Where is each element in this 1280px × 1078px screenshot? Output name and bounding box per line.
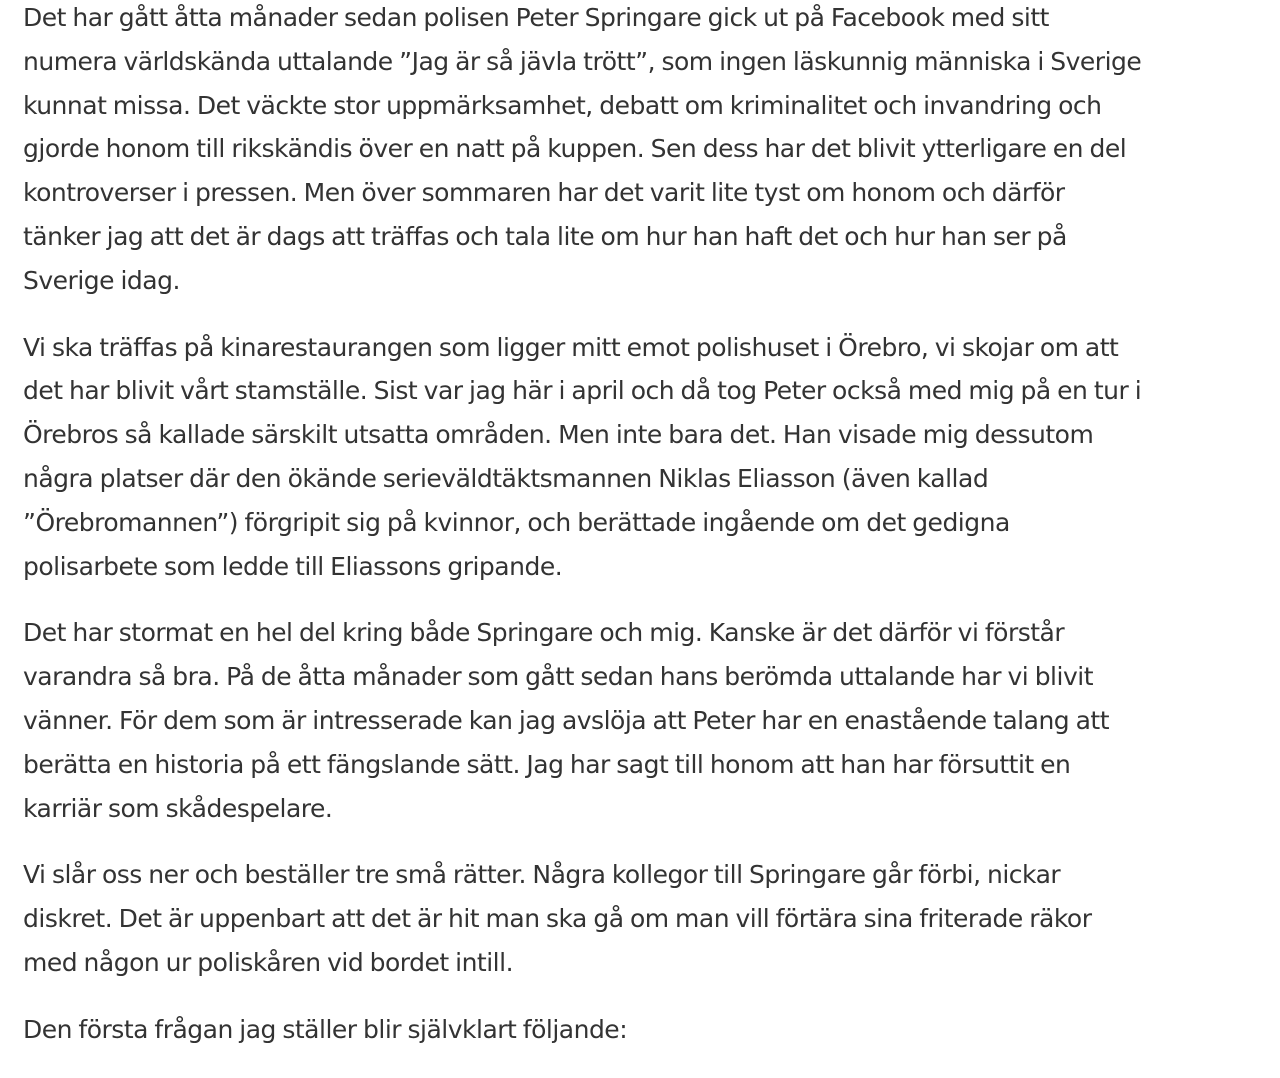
article-paragraph: [23, 853, 1243, 984]
text-line: varandra så bra. På de åtta månader som gått sedan hans berömda uttalande har vi blivit: [23, 662, 1093, 692]
text-line: Den första frågan jag ställer blir självklart följande:: [23, 1014, 628, 1044]
text-line: några platser där den ökände serieväldtäktsmannen Niklas Eliasson (även kallad: [23, 463, 989, 493]
article-paragraph: [23, 611, 1243, 830]
text-line: Vi slår oss ner och beställer tre små rätter. Några kollegor till Springare går förbi, nickar: [23, 860, 1061, 890]
text-line: polisarbete som ledde till Eliassons gripande.: [23, 551, 563, 581]
text-line: Örebros så kallade särskilt utsatta områden. Men inte bara det. Han visade mig dessutom: [23, 420, 1094, 450]
article-paragraph: [23, 0, 1243, 303]
text-line: karriär som skådespelare.: [23, 793, 333, 823]
text-line: diskret. Det är uppenbart att det är hit man ska gå om man vill förtära sina friterade räkor: [23, 904, 1092, 934]
text-line: kontroverser i pressen. Men över sommaren har det varit lite tyst om honom och därför: [23, 178, 1065, 208]
text-line: berätta en historia på ett fängslande sätt. Jag har sagt till honom att han har försuttit en: [23, 749, 1071, 779]
text-line: vänner. För dem som är intresserade kan jag avslöja att Peter har en enastående talang att: [23, 705, 1110, 735]
text-line: numera världskända uttalande ”Jag är så jävla trött”, som ingen läskunnig människa i Sverige: [23, 46, 1142, 76]
text-line: Det har gått åtta månader sedan polisen Peter Springare gick ut på Facebook med sitt: [23, 3, 1049, 32]
article-paragraph: [23, 1008, 1243, 1052]
text-line: Det har stormat en hel del kring både Springare och mig. Kanske är det därför vi förstår: [23, 618, 1065, 648]
article-body: [23, 0, 1243, 1075]
text-line: tänker jag att det är dags att träffas och tala lite om hur han haft det och hur han ser på: [23, 221, 1067, 251]
text-line: Vi ska träffas på kinarestaurangen som ligger mitt emot polishuset i Örebro, vi skojar om att: [23, 332, 1119, 362]
article-paragraph: [23, 326, 1243, 589]
text-line: kunnat missa. Det väckte stor uppmärksamhet, debatt om kriminalitet och invandring och: [23, 90, 1102, 120]
text-line: med någon ur poliskåren vid bordet intill.: [23, 947, 514, 977]
text-line: ”Örebromannen”) förgripit sig på kvinnor, och berättade ingående om det gedigna: [23, 507, 1010, 537]
text-line: gjorde honom till rikskändis över en natt på kuppen. Sen dess har det blivit ytterligare en del: [23, 134, 1127, 164]
text-line: det har blivit vårt stamställe. Sist var jag här i april och då tog Peter också med mig på en tur i: [23, 376, 1142, 406]
text-line: Sverige idag.: [23, 265, 180, 295]
